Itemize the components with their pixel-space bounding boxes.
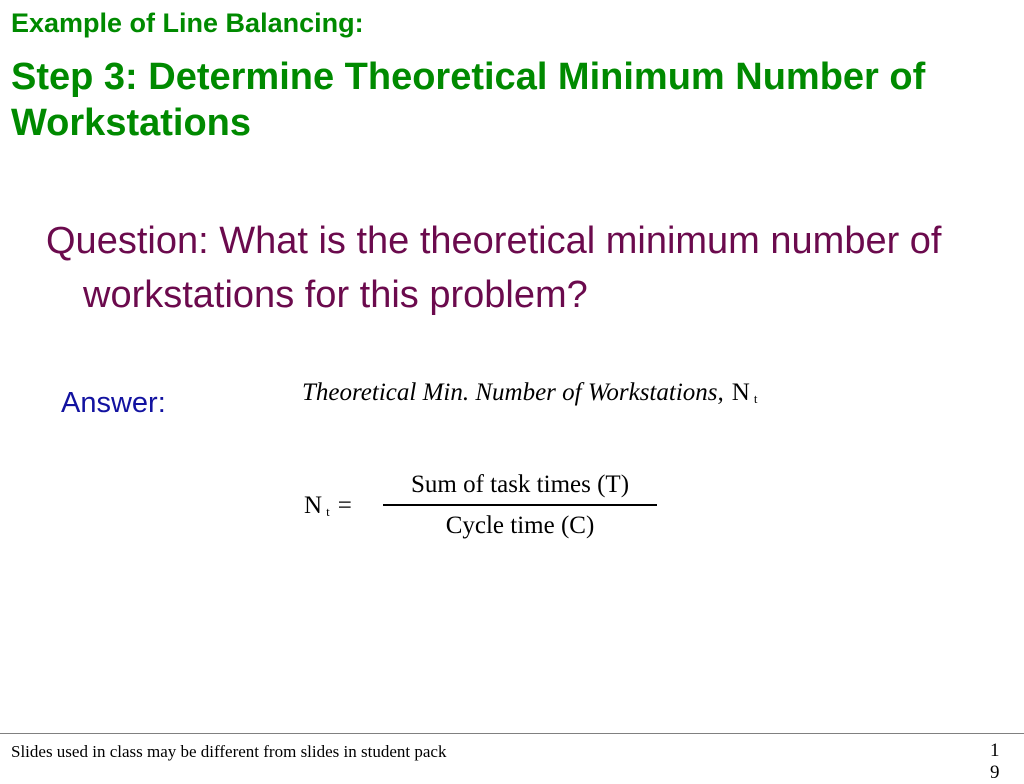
formula-caption — [302, 377, 757, 415]
formula-symbol: N — [304, 492, 323, 519]
formula-denominator: Cycle time (C) — [445, 512, 595, 539]
slide-title: Step 3: Determine Theoretical Minimum Number of Workstations — [11, 56, 926, 144]
slide-subtitle: Example of Line Balancing: — [11, 8, 364, 38]
formula-numerator: Sum of task times (T) — [410, 471, 630, 498]
formula-caption-symbol: N — [731, 379, 750, 406]
question-text: Question: What is the theoretical minimum number of workstations for this problem? — [46, 220, 942, 316]
formula-subscript: t — [326, 504, 330, 519]
formula-lhs — [304, 490, 352, 528]
formula-equals: = — [337, 492, 352, 519]
formula-caption-subscript: t — [753, 391, 758, 406]
page-number: 19 — [990, 740, 1000, 783]
footer-divider — [0, 733, 1024, 734]
formula-fraction — [383, 470, 657, 541]
footer-note: Slides used in class may be different from slides in student pack — [11, 742, 447, 761]
formula-caption-text: Theoretical Min. Number of Workstations, — [302, 379, 724, 406]
answer-label: Answer: — [61, 387, 166, 419]
